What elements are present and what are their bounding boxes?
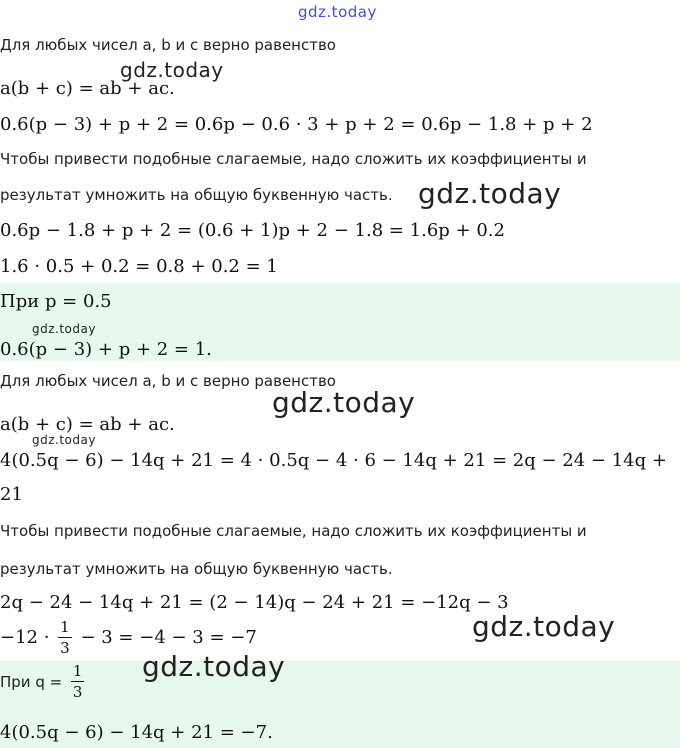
watermark-4: gdz.today	[272, 386, 416, 419]
fraction-denominator: 3	[60, 639, 70, 657]
answer-result-2: 4(0.5q − 6) − 14q + 21 = −7.	[0, 722, 273, 743]
simplify-formula-2: 2q − 24 − 14q + 21 = (2 − 14)q − 24 + 21 = −12q − 3	[0, 592, 509, 613]
answer-condition-1: При p = 0.5	[0, 291, 112, 312]
answer-fraction-denominator: 3	[72, 683, 83, 701]
fraction-numerator: 1	[60, 618, 70, 636]
expansion-formula-2a: 4(0.5q − 6) − 14q + 21 = 4 · 0.5q − 4 · 6 − 14q + 21 = 2q − 24 − 14q +	[0, 450, 667, 471]
watermark-2: gdz.today	[418, 177, 562, 210]
identity-formula-2: a(b + c) = ab + ac.	[0, 414, 175, 435]
explain-line-2a: Чтобы привести подобные слагаемые, надо сложить их коэффициенты и	[0, 522, 587, 540]
watermark-7: gdz.today	[142, 650, 286, 683]
explain-line-1b: результат умножить на общую буквенную часть.	[0, 186, 393, 204]
answer-result-1: 0.6(p − 3) + p + 2 = 1.	[0, 339, 212, 360]
rule-text-2: Для любых чисел a, b и c верно равенство	[0, 372, 336, 390]
expansion-formula-1: 0.6(p − 3) + p + 2 = 0.6p − 0.6 · 3 + p + 2 = 0.6p − 1.8 + p + 2	[0, 114, 593, 135]
fraction-one-third	[58, 620, 72, 656]
answer-fraction-numerator: 1	[72, 662, 83, 680]
identity-formula-1: a(b + c) = ab + ac.	[0, 78, 175, 99]
expansion-formula-2b: 21	[0, 484, 23, 505]
watermark-3: gdz.today	[32, 322, 96, 336]
substitute-suffix-2: − 3 = −4 − 3 = −7	[80, 627, 257, 648]
answer-prefix-2: При q =	[0, 673, 63, 691]
simplify-formula-1: 0.6p − 1.8 + p + 2 = (0.6 + 1)p + 2 − 1.8 = 1.6p + 0.2	[0, 220, 505, 241]
watermark-1: gdz.today	[120, 58, 224, 82]
watermark-top: gdz.today	[298, 3, 377, 21]
substitute-prefix-2: −12 ·	[0, 627, 50, 648]
answer-fraction-one-third	[71, 664, 85, 700]
explain-line-1a: Чтобы привести подобные слагаемые, надо сложить их коэффициенты и	[0, 150, 587, 168]
answer-condition-2	[0, 664, 87, 700]
watermark-6: gdz.today	[472, 610, 616, 643]
substitute-formula-1: 1.6 · 0.5 + 0.2 = 0.8 + 0.2 = 1	[0, 256, 278, 277]
watermark-5: gdz.today	[32, 433, 96, 447]
explain-line-2b: результат умножить на общую буквенную часть.	[0, 560, 393, 578]
rule-text-1: Для любых чисел a, b и c верно равенство	[0, 36, 336, 54]
